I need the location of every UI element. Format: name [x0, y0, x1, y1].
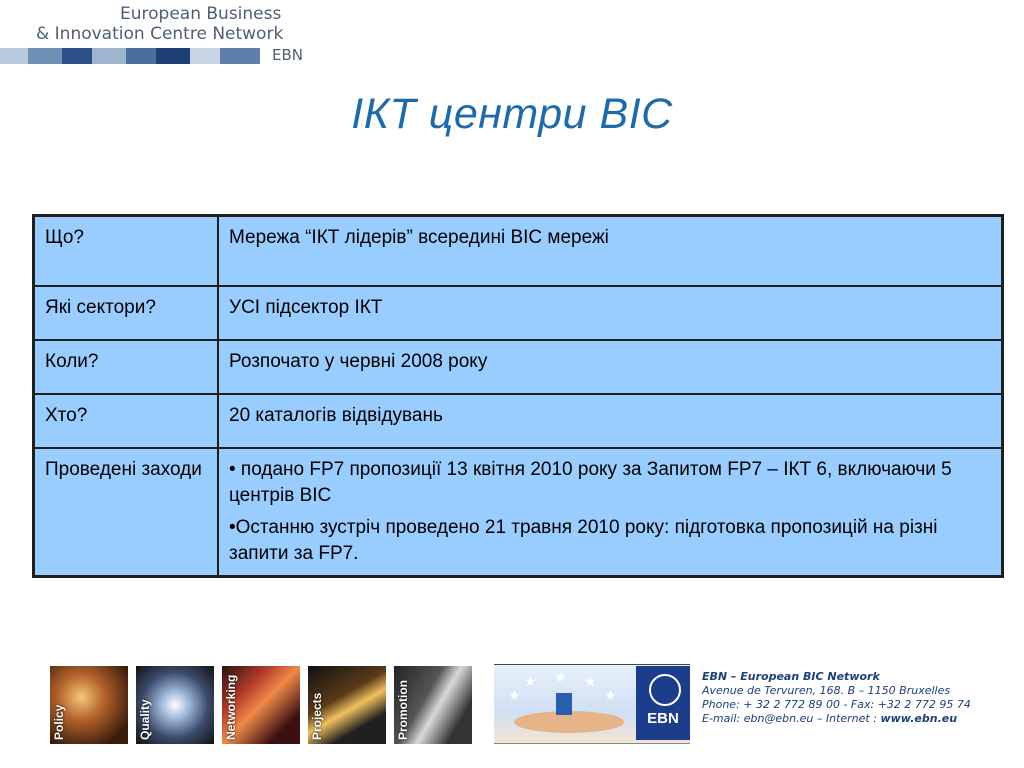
- contact-email: E-mail: ebn@ebn.eu – Internet :: [702, 712, 881, 725]
- answer-text: •Останню зустріч проведено 21 травня 2010 року: підготовка пропозицій на різні запити за FP7.: [229, 517, 938, 564]
- website-link[interactable]: www.ebn.eu: [880, 712, 958, 725]
- star-icon: ★: [524, 673, 537, 689]
- contact-email-line: [702, 712, 971, 726]
- star-icon: ★: [508, 687, 521, 703]
- photo-label: Promotion: [396, 680, 410, 740]
- table-row: [34, 286, 1003, 340]
- contact-title: EBN – European BIC Network: [702, 670, 880, 683]
- cube-icon: [556, 693, 572, 715]
- ebn-logo-box: [636, 666, 690, 740]
- photo-label: Networking: [224, 674, 238, 740]
- slide-title: ІКТ центри ВІС: [351, 90, 673, 138]
- photo-label: Policy: [52, 704, 66, 740]
- table-row: [34, 448, 1003, 577]
- photo-label: Quality: [138, 699, 152, 740]
- table-row: [34, 394, 1003, 448]
- table-row: [34, 216, 1003, 287]
- question-cell: Що?: [34, 216, 219, 287]
- logo-bar-segment: [92, 48, 126, 64]
- question-cell: Проведені заходи: [34, 448, 219, 577]
- photo-promotion: [394, 666, 472, 744]
- footer-photo-strip: [50, 666, 472, 744]
- logo-bar-segment: [190, 48, 220, 64]
- logo-bar-segment: [220, 48, 260, 64]
- question-cell: Хто?: [34, 394, 219, 448]
- logo-bar-segment: [156, 48, 190, 64]
- answer-text: Розпочато у червні 2008 року: [229, 351, 488, 372]
- answer-text: Мережа “ІКТ лідерів” всередині ВІС мережі: [229, 227, 609, 248]
- answer-text: • подано FP7 пропозиції 13 квітня 2010 року за Запитом FP7 – ІКТ 6, включаючи 5 центрів ВІС: [229, 459, 952, 506]
- photo-projects: [308, 666, 386, 744]
- answer-cell: [218, 216, 1003, 287]
- logo-abbr: EBN: [272, 46, 303, 64]
- ebn-emblem-icon: [649, 674, 681, 706]
- answer-text: УСІ підсектор ІКТ: [229, 297, 383, 318]
- logo-bar-segment: [126, 48, 156, 64]
- photo-networking: [222, 666, 300, 744]
- answer-cell: [218, 340, 1003, 394]
- contact-block: [702, 670, 971, 726]
- question-cell: Які сектори?: [34, 286, 219, 340]
- info-table: [32, 214, 1004, 578]
- logo-line-1: European Business: [120, 4, 282, 24]
- photo-quality: [136, 666, 214, 744]
- table-row: [34, 340, 1003, 394]
- star-icon: ★: [604, 687, 617, 703]
- contact-address: Avenue de Tervuren, 168. B – 1150 Bruxelles: [702, 684, 951, 697]
- answer-cell: [218, 286, 1003, 340]
- answer-text: 20 каталогів відвідувань: [229, 405, 443, 426]
- photo-label: Projects: [310, 692, 324, 740]
- star-icon: ★: [584, 673, 597, 689]
- logo-line-2: & Innovation Centre Network: [36, 24, 284, 44]
- contact-phone: Phone: + 32 2 772 89 00 - Fax: +32 2 772 95 74: [702, 698, 971, 711]
- logo-bar-segment: [62, 48, 92, 64]
- answer-cell: [218, 394, 1003, 448]
- photo-policy: [50, 666, 128, 744]
- logo-color-bar: [0, 48, 270, 64]
- logo-bar-segment: [0, 48, 28, 64]
- answer-cell: [218, 448, 1003, 577]
- ebn-logo-text: EBN: [647, 710, 679, 727]
- logo-bar-segment: [28, 48, 62, 64]
- question-cell: Коли?: [34, 340, 219, 394]
- star-icon: ★: [554, 669, 567, 685]
